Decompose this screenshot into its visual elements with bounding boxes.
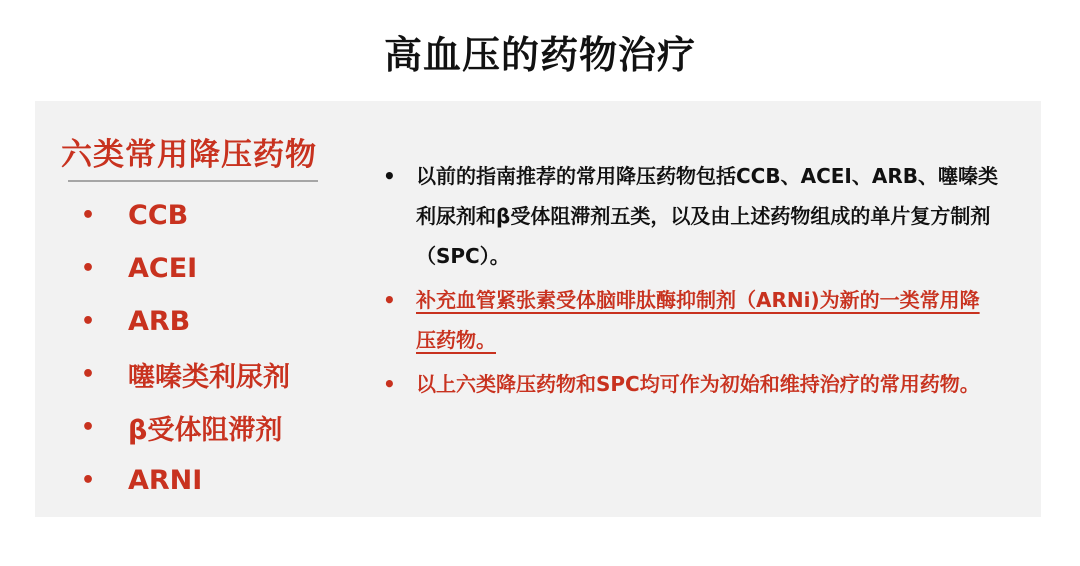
- heading-divider: [68, 180, 318, 182]
- bullet-icon: •: [81, 256, 96, 281]
- drug-class-label: ARB: [128, 306, 191, 337]
- content-panel: [35, 101, 1041, 517]
- drug-class-label: ACEI: [128, 253, 198, 284]
- bullet-icon: •: [383, 164, 396, 188]
- note-item-arni-addition: [379, 280, 999, 360]
- drug-class-label: ARNI: [128, 465, 203, 496]
- bullet-icon: •: [383, 288, 396, 312]
- note-text: 补充血管紧张素受体脑啡肽酶抑制剂（ARNi)为新的一类常用降压药物。: [416, 288, 980, 352]
- drug-class-item-beta-blocker: [81, 401, 290, 454]
- bullet-icon: •: [81, 468, 96, 493]
- notes-list: [379, 156, 999, 408]
- drug-class-item-acei: [81, 242, 290, 295]
- note-text: 以前的指南推荐的常用降压药物包括CCB、ACEI、ARB、噻嗪类利尿剂和β受体阻滞剂五类，以及由上述药物组成的单片复方制剂（SPC）。: [416, 164, 998, 268]
- drug-class-item-ccb: [81, 189, 290, 242]
- bullet-icon: •: [81, 309, 96, 334]
- note-text: 以上六类降压药物和SPC均可作为初始和维持治疗的常用药物。: [416, 372, 980, 396]
- drug-class-item-thiazide: [81, 348, 290, 401]
- slide-title: 高血压的药物治疗: [383, 33, 696, 77]
- bullet-icon: •: [81, 362, 96, 387]
- drug-class-label: 噻嗪类利尿剂: [128, 362, 290, 393]
- drug-class-label: CCB: [128, 200, 189, 231]
- note-item-initial-maintenance: [379, 364, 999, 404]
- bullet-icon: •: [383, 372, 396, 396]
- drug-class-list: [81, 189, 290, 507]
- bullet-icon: •: [81, 203, 96, 228]
- drug-class-item-arni: [81, 454, 290, 507]
- drug-class-item-arb: [81, 295, 290, 348]
- drug-class-label: β受体阻滞剂: [128, 415, 283, 446]
- bullet-icon: •: [81, 415, 96, 440]
- drug-classes-heading: 六类常用降压药物: [61, 137, 317, 173]
- note-item-previous-guideline: [379, 156, 999, 276]
